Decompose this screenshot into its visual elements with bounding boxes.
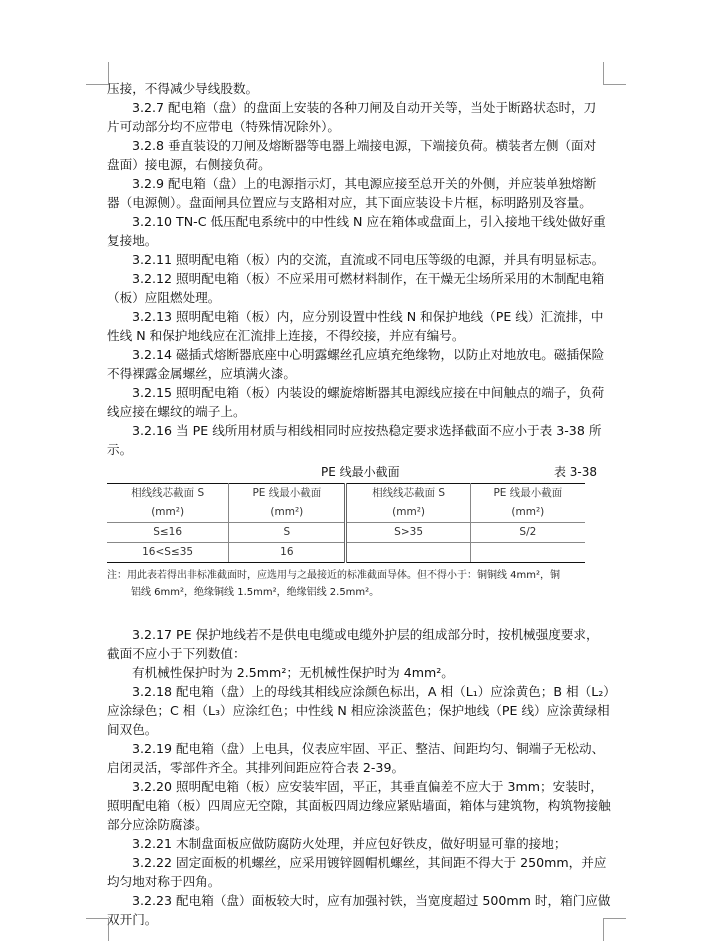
paragraph-line: 盘面）接电源，右侧接负荷。 <box>107 157 271 172</box>
table-header-row <box>107 484 585 504</box>
table-cell <box>346 543 470 563</box>
crop-mark-bottom-left <box>86 918 109 941</box>
paragraph-line: 3.2.8 垂直装设的刀闸及熔断器等电器上端接电源，下端接负荷。横装者左侧（面对 <box>132 138 597 153</box>
table-note-line: 铝线 6mm²，绝缘铜线 1.5mm²，绝缘铝线 2.5mm²。 <box>131 587 380 598</box>
paragraphs-top <box>107 79 605 459</box>
table-cell: S≤16 <box>107 523 229 543</box>
paragraph-line: 示。 <box>107 442 133 457</box>
table-row <box>107 543 585 563</box>
table-cell: S <box>229 523 346 543</box>
paragraph-line: （板）应阻燃处理。 <box>107 290 221 305</box>
paragraph-line: 3.2.19 配电箱（盘）上电具，仪表应牢固、平正、整洁、间距均匀、铜端子无松动、 <box>132 741 605 756</box>
table-unit-cell: (mm²) <box>229 503 346 523</box>
pe-min-section-table <box>107 483 585 563</box>
paragraphs-bottom <box>107 625 616 929</box>
crop-mark-top-right <box>603 62 626 85</box>
table-unit-row <box>107 503 585 523</box>
table-number: 表 3-38 <box>553 465 597 479</box>
paragraph-line: 片可动部分均不应带电（特殊情况除外）。 <box>107 119 340 134</box>
table-unit-cell: (mm²) <box>346 503 470 523</box>
table-cell: 16<S≤35 <box>107 543 229 563</box>
paragraph-line: 启闭灵活，零部件齐全。其排列间距应符合表 2-39。 <box>107 760 405 775</box>
table-note-line: 注：用此表若得出非标准截面时，应选用与之最接近的标准截面导体。但不得小于：铜铜线 4mm²，铜 <box>107 570 561 581</box>
paragraph-line: 均匀地对称于四角。 <box>107 874 221 889</box>
table-header-cell: 相线线芯截面 S <box>107 484 229 504</box>
paragraph-line: 3.2.10 TN-C 低压配电系统中的中性线 N 应在箱体或盘面上，引入接地干线处做好重 <box>132 214 606 229</box>
crop-mark-top-left <box>86 62 109 85</box>
paragraph-line: 3.2.18 配电箱（盘）上的母线其相线应涂颜色标出，A 相（L₁）应涂黄色；B 相（L₂） <box>132 684 616 699</box>
table-note <box>107 567 605 601</box>
table-header-cell: 相线线芯截面 S <box>346 484 470 504</box>
table-row <box>107 523 585 543</box>
paragraph-line: 部分应涂防腐漆。 <box>107 817 208 832</box>
paragraph-line: 不得裸露金属螺丝，应填满火漆。 <box>107 366 296 381</box>
paragraph-line: 3.2.22 固定面板的机螺丝，应采用镀锌圆帽机螺丝，其间距不得大于 250mm，并应 <box>132 855 607 870</box>
table-unit-cell: (mm²) <box>107 503 229 523</box>
crop-mark-bottom-right <box>603 918 626 941</box>
paragraph-line: 照明配电箱（板）四周应无空隙，其面板四周边缘应紧贴墙面，箱体与建筑物，构筑物接触 <box>107 798 611 813</box>
paragraph-line: 3.2.11 照明配电箱（板）内的交流，直流或不同电压等级的电源，并具有明显标志。 <box>132 252 605 267</box>
paragraph-line: 3.2.12 照明配电箱（板）不应采用可燃材料制作，在干燥无尘场所采用的木制配电箱 <box>132 271 605 286</box>
paragraph-line: 应涂绿色；C 相（L₃）应涂红色；中性线 N 相应涂淡蓝色；保护地线（PE 线）应涂黄绿相 <box>107 703 610 718</box>
document-body <box>107 79 616 929</box>
paragraph-line: 3.2.13 照明配电箱（板）内，应分别设置中性线 N 和保护地线（PE 线）汇流排，中 <box>132 309 604 324</box>
spacer <box>107 601 605 625</box>
table-unit-cell: (mm²) <box>511 506 545 518</box>
paragraph-line: 3.2.16 当 PE 线所用材质与相线相同时应按热稳定要求选择截面不应小于表 3-38 所 <box>132 423 602 438</box>
paragraph-line: 器（电源侧）。盘面闸具位置应与支路相对应，其下面应装设卡片框，标明路别及容量。 <box>107 195 592 210</box>
paragraph-line: 压接，不得减少导线股数。 <box>107 81 259 96</box>
table-header-cell: PE 线最小截面 <box>470 484 585 504</box>
paragraph-line: 3.2.17 PE 保护地线若不是供电电缆或电缆外护层的组成部分时，按机械强度要求， <box>132 627 599 642</box>
table-title: PE 线最小截面 <box>321 465 400 479</box>
paragraph-line: 3.2.9 配电箱（盘）上的电源指示灯，其电源应接至总开关的外侧，并应装单独熔断 <box>132 176 597 191</box>
paragraph-line: 双开门。 <box>107 912 158 927</box>
paragraph-line: 3.2.15 照明配电箱（板）内装设的螺旋熔断器其电源线应接在中间触点的端子，负荷 <box>132 385 605 400</box>
paragraph-line: 性线 N 和保护地线应在汇流排上连接，不得绞接，并应有编号。 <box>107 328 465 343</box>
paragraph-line: 3.2.14 磁插式熔断器底座中心明露螺丝孔应填充绝缘物，以防止对地放电。磁插保险 <box>132 347 605 362</box>
paragraph-line: 有机械性保护时为 2.5mm²；无机械性保护时为 4mm²。 <box>132 665 454 680</box>
table-cell <box>470 543 585 563</box>
paragraph-line: 间双色。 <box>107 722 158 737</box>
paragraph-line: 3.2.23 配电箱（盘）面板较大时，应有加强衬铁，当宽度超过 500mm 时，箱门应做 <box>132 893 611 908</box>
paragraph-line: 复接地。 <box>107 233 158 248</box>
table-cell: S>35 <box>346 523 470 543</box>
table-cell: S/2 <box>470 523 585 543</box>
paragraph-line: 3.2.20 照明配电箱（板）应安装牢固，平正，其垂直偏差不应大于 3mm；安装时， <box>132 779 604 794</box>
paragraph-line: 截面不应小于下列数值： <box>107 646 246 661</box>
paragraph-line: 3.2.7 配电箱（盘）的盘面上安装的各种刀闸及自动开关等，当处于断路状态时，刀 <box>132 100 597 115</box>
table-caption <box>107 463 605 483</box>
table-cell: 16 <box>229 543 346 563</box>
table-header-cell: PE 线最小截面 <box>229 484 346 504</box>
paragraph-line: 3.2.21 木制盘面板应做防腐防火处理，并应包好铁皮，做好明显可靠的接地； <box>132 836 567 851</box>
paragraph-line: 线应接在螺纹的端子上。 <box>107 404 246 419</box>
